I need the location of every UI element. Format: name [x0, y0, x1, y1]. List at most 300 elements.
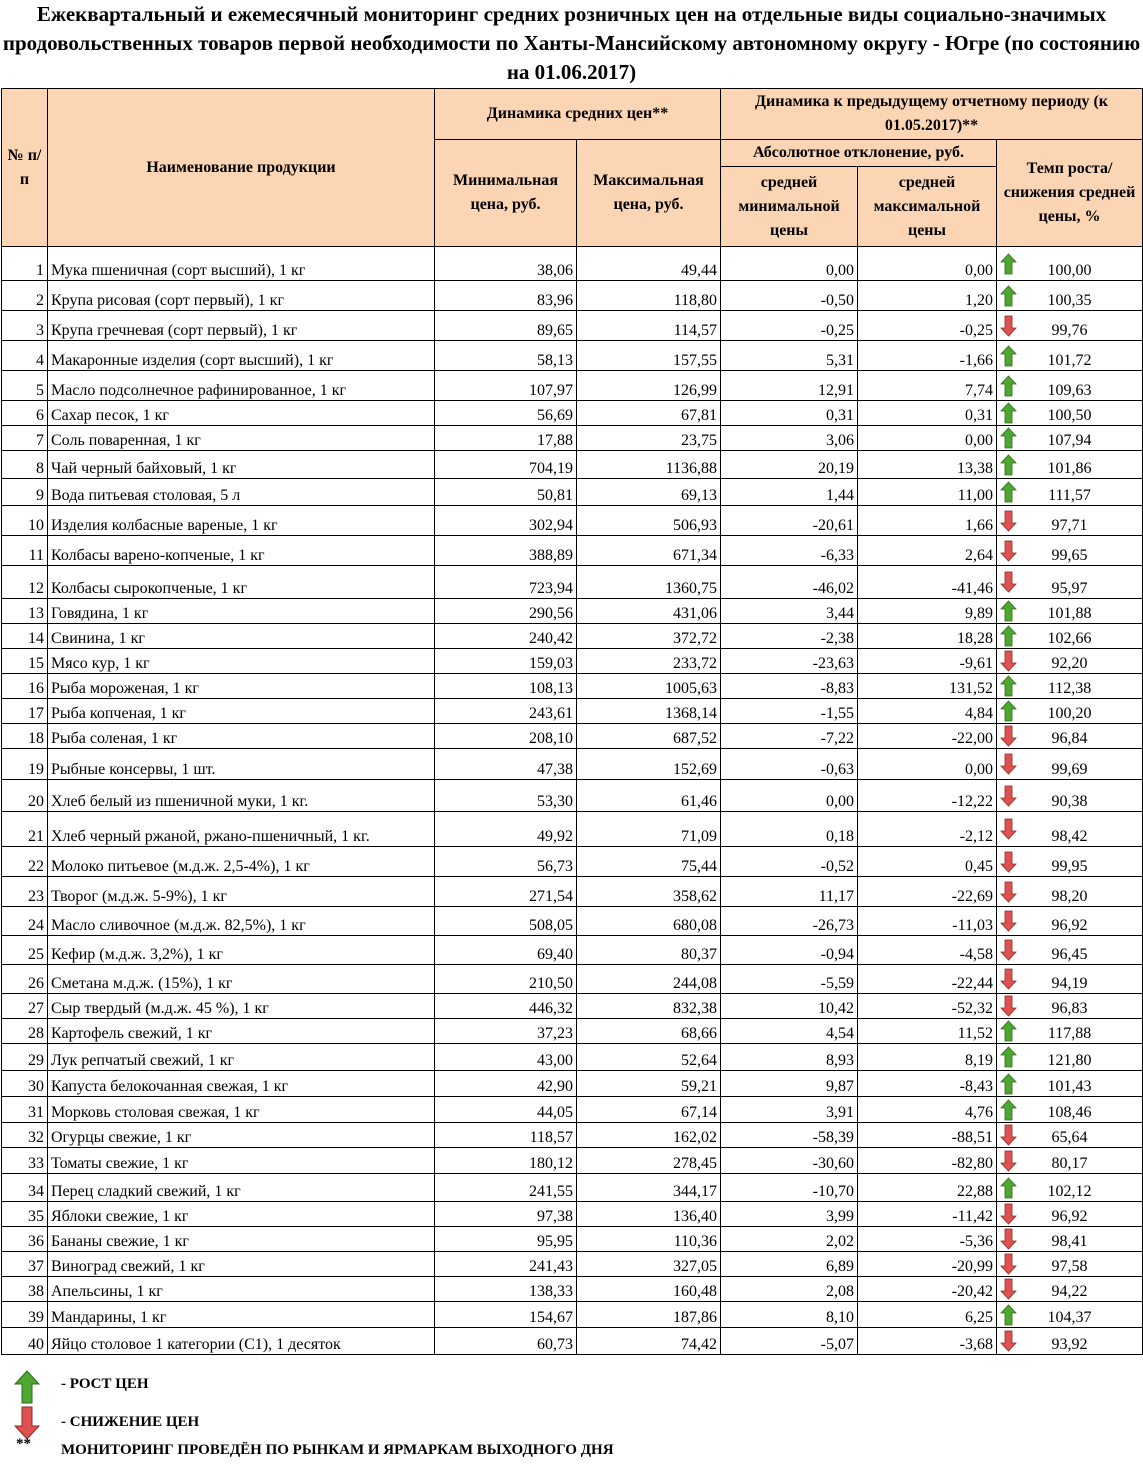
- row-dev-min: 0,00: [721, 780, 858, 812]
- row-rate-value: 107,94: [1047, 432, 1092, 449]
- row-dev-max: 8,19: [858, 1044, 997, 1071]
- row-min-price: 243,61: [435, 699, 577, 724]
- row-rate-value: 108,46: [1047, 1104, 1092, 1121]
- table-row: [2, 674, 1143, 699]
- table-row: [2, 451, 1143, 479]
- row-number: 16: [2, 674, 48, 699]
- row-rate-value: 101,86: [1047, 460, 1092, 477]
- row-min-price: 508,05: [435, 907, 577, 936]
- arrow-up-icon: [1000, 625, 1017, 647]
- row-min-price: 302,94: [435, 506, 577, 536]
- row-dev-min: 3,44: [721, 599, 858, 624]
- row-number: 27: [2, 994, 48, 1019]
- row-rate: [997, 1227, 1143, 1252]
- table-row: [2, 1148, 1143, 1174]
- row-number: 38: [2, 1277, 48, 1302]
- table-row: [2, 1019, 1143, 1044]
- arrow-down-icon: [1000, 1330, 1017, 1352]
- arrow-down-icon: [1000, 1124, 1017, 1146]
- row-dev-max: 1,20: [858, 281, 997, 311]
- table-row: [2, 1123, 1143, 1148]
- row-number: 25: [2, 936, 48, 965]
- row-max-price: 74,42: [577, 1328, 721, 1355]
- row-dev-min: 3,06: [721, 426, 858, 451]
- row-number: 3: [2, 311, 48, 341]
- row-dev-max: -8,43: [858, 1071, 997, 1097]
- row-dev-max: 9,89: [858, 599, 997, 624]
- header-rate: Темп роста/снижения средней цены, %: [997, 140, 1143, 247]
- row-product-name: Соль поваренная, 1 кг: [48, 426, 435, 451]
- row-rate-value: 101,88: [1047, 605, 1092, 622]
- row-max-price: 506,93: [577, 506, 721, 536]
- row-dev-max: -12,22: [858, 780, 997, 812]
- row-rate: [997, 699, 1143, 724]
- table-row: [2, 1227, 1143, 1252]
- row-rate-value: 100,35: [1047, 292, 1092, 309]
- footnote-mark: **: [16, 1436, 31, 1452]
- row-rate: [997, 536, 1143, 566]
- row-rate-value: 96,92: [1051, 917, 1088, 934]
- row-max-price: 358,62: [577, 877, 721, 907]
- row-max-price: 1136,88: [577, 451, 721, 479]
- row-min-price: 159,03: [435, 649, 577, 674]
- row-dev-max: -20,42: [858, 1277, 997, 1302]
- row-rate: [997, 936, 1143, 965]
- row-dev-min: -58,39: [721, 1123, 858, 1148]
- footnote-text: МОНИТОРИНГ ПРОВЕДЁН ПО РЫНКАМ И ЯРМАРКАМ ВЫХОДНОГО ДНЯ: [61, 1442, 614, 1458]
- table-row: [2, 566, 1143, 599]
- row-dev-max: 0,31: [858, 401, 997, 426]
- row-dev-min: 4,54: [721, 1019, 858, 1044]
- row-min-price: 723,94: [435, 566, 577, 599]
- row-rate: [997, 371, 1143, 401]
- row-dev-min: -0,63: [721, 749, 858, 780]
- row-rate-value: 109,63: [1047, 382, 1092, 399]
- row-number: 17: [2, 699, 48, 724]
- row-number: 9: [2, 479, 48, 506]
- arrow-up-icon: [1000, 345, 1017, 367]
- row-dev-max: -22,69: [858, 877, 997, 907]
- row-dev-min: 1,44: [721, 479, 858, 506]
- row-max-price: 114,57: [577, 311, 721, 341]
- arrow-down-icon: [1000, 881, 1017, 903]
- row-max-price: 69,13: [577, 479, 721, 506]
- row-rate-value: 121,80: [1047, 1052, 1092, 1069]
- row-min-price: 271,54: [435, 877, 577, 907]
- row-dev-max: 18,28: [858, 624, 997, 649]
- row-dev-max: 1,66: [858, 506, 997, 536]
- row-rate: [997, 994, 1143, 1019]
- table-row: [2, 536, 1143, 566]
- table-row: [2, 749, 1143, 780]
- table-row: [2, 401, 1143, 426]
- row-min-price: 38,06: [435, 247, 577, 281]
- row-product-name: Картофель свежий, 1 кг: [48, 1019, 435, 1044]
- row-number: 37: [2, 1252, 48, 1277]
- row-rate-value: 96,92: [1051, 1208, 1088, 1225]
- arrow-down-icon: [1000, 785, 1017, 807]
- row-product-name: Макаронные изделия (сорт высший), 1 кг: [48, 341, 435, 371]
- row-min-price: 56,73: [435, 847, 577, 877]
- row-min-price: 37,23: [435, 1019, 577, 1044]
- row-product-name: Мясо кур, 1 кг: [48, 649, 435, 674]
- row-product-name: Кефир (м.д.ж. 3,2%), 1 кг: [48, 936, 435, 965]
- arrow-up-icon: [1000, 375, 1017, 397]
- row-product-name: Перец сладкий свежий, 1 кг: [48, 1174, 435, 1202]
- row-dev-min: -23,63: [721, 649, 858, 674]
- arrow-down-icon: [1000, 571, 1017, 593]
- legend: [0, 1366, 1143, 1481]
- row-number: 32: [2, 1123, 48, 1148]
- row-max-price: 68,66: [577, 1019, 721, 1044]
- row-rate-value: 104,37: [1047, 1309, 1092, 1326]
- row-number: 35: [2, 1202, 48, 1227]
- row-dev-min: 5,31: [721, 341, 858, 371]
- row-product-name: Колбасы варено-копченые, 1 кг: [48, 536, 435, 566]
- row-min-price: 44,05: [435, 1097, 577, 1123]
- table-row: [2, 1202, 1143, 1227]
- row-dev-max: 0,00: [858, 426, 997, 451]
- row-rate: [997, 341, 1143, 371]
- row-rate-value: 99,76: [1051, 322, 1088, 339]
- row-rate-value: 96,84: [1051, 730, 1088, 747]
- row-number: 22: [2, 847, 48, 877]
- row-product-name: Мука пшеничная (сорт высший), 1 кг: [48, 247, 435, 281]
- row-dev-max: -52,32: [858, 994, 997, 1019]
- arrow-down-icon: [1000, 818, 1017, 840]
- row-dev-max: 13,38: [858, 451, 997, 479]
- row-rate-value: 96,83: [1051, 1000, 1088, 1017]
- row-product-name: Мандарины, 1 кг: [48, 1302, 435, 1328]
- row-min-price: 49,92: [435, 812, 577, 847]
- table-row: [2, 506, 1143, 536]
- row-rate: [997, 847, 1143, 877]
- table-row: [2, 649, 1143, 674]
- row-product-name: Масло сливочное (м.д.ж. 82,5%), 1 кг: [48, 907, 435, 936]
- row-dev-min: -0,50: [721, 281, 858, 311]
- row-rate: [997, 1252, 1143, 1277]
- table-row: [2, 599, 1143, 624]
- row-number: 24: [2, 907, 48, 936]
- row-dev-min: 12,91: [721, 371, 858, 401]
- legend-down-label: - СНИЖЕНИЕ ЦЕН: [61, 1414, 200, 1430]
- header-dynamics: Динамика средних цен**: [435, 89, 721, 140]
- row-rate-value: 102,66: [1047, 630, 1092, 647]
- table-row: [2, 780, 1143, 812]
- row-rate-value: 112,38: [1047, 680, 1092, 697]
- row-max-price: 832,38: [577, 994, 721, 1019]
- row-rate: [997, 1148, 1143, 1174]
- row-rate: [997, 624, 1143, 649]
- row-dev-max: -22,44: [858, 965, 997, 994]
- row-product-name: Виноград свежий, 1 кг: [48, 1252, 435, 1277]
- row-rate-value: 94,22: [1051, 1283, 1088, 1300]
- arrow-up-icon: [14, 1370, 40, 1404]
- arrow-up-icon: [1000, 600, 1017, 622]
- row-dev-min: -10,70: [721, 1174, 858, 1202]
- row-number: 6: [2, 401, 48, 426]
- row-rate-value: 95,97: [1051, 580, 1088, 597]
- row-product-name: Лук репчатый свежий, 1 кг: [48, 1044, 435, 1071]
- row-max-price: 152,69: [577, 749, 721, 780]
- arrow-down-icon: [1000, 510, 1017, 532]
- header-avg-max: средней максимальной цены: [858, 167, 997, 247]
- row-number: 36: [2, 1227, 48, 1252]
- row-min-price: 56,69: [435, 401, 577, 426]
- row-number: 8: [2, 451, 48, 479]
- row-rate: [997, 812, 1143, 847]
- row-min-price: 180,12: [435, 1148, 577, 1174]
- row-product-name: Изделия колбасные вареные, 1 кг: [48, 506, 435, 536]
- row-product-name: Томаты свежие, 1 кг: [48, 1148, 435, 1174]
- row-min-price: 43,00: [435, 1044, 577, 1071]
- row-product-name: Рыба соленая, 1 кг: [48, 724, 435, 749]
- arrow-down-icon: [14, 1406, 40, 1440]
- row-rate-value: 97,71: [1051, 517, 1088, 534]
- row-rate: [997, 1071, 1143, 1097]
- row-dev-max: 0,45: [858, 847, 997, 877]
- table-body: [2, 247, 1143, 1355]
- row-number: 2: [2, 281, 48, 311]
- row-dev-max: 4,76: [858, 1097, 997, 1123]
- row-product-name: Крупа рисовая (сорт первый), 1 кг: [48, 281, 435, 311]
- row-rate-value: 99,69: [1051, 761, 1088, 778]
- row-product-name: Яблоки свежие, 1 кг: [48, 1202, 435, 1227]
- arrow-down-icon: [1000, 725, 1017, 747]
- row-max-price: 160,48: [577, 1277, 721, 1302]
- header-abs-dev: Абсолютное отклонение, руб.: [721, 140, 997, 167]
- row-dev-max: -4,58: [858, 936, 997, 965]
- row-rate: [997, 649, 1143, 674]
- row-max-price: 61,46: [577, 780, 721, 812]
- row-min-price: 241,55: [435, 1174, 577, 1202]
- table-row: [2, 699, 1143, 724]
- row-number: 14: [2, 624, 48, 649]
- arrow-up-icon: [1000, 700, 1017, 722]
- row-max-price: 431,06: [577, 599, 721, 624]
- row-dev-max: -1,66: [858, 341, 997, 371]
- row-min-price: 17,88: [435, 426, 577, 451]
- arrow-down-icon: [1000, 1253, 1017, 1275]
- row-rate-value: 90,38: [1051, 793, 1088, 810]
- table-row: [2, 1252, 1143, 1277]
- row-dev-min: 20,19: [721, 451, 858, 479]
- row-dev-min: 2,08: [721, 1277, 858, 1302]
- row-dev-min: 8,93: [721, 1044, 858, 1071]
- row-rate-value: 97,58: [1051, 1258, 1088, 1275]
- row-dev-min: 3,99: [721, 1202, 858, 1227]
- row-rate: [997, 566, 1143, 599]
- row-product-name: Яйцо столовое 1 категории (С1), 1 десяток: [48, 1328, 435, 1355]
- row-dev-min: 8,10: [721, 1302, 858, 1328]
- arrow-up-icon: [1000, 427, 1017, 449]
- header-min-price: Минимальная цена, руб.: [435, 140, 577, 247]
- row-rate-value: 101,72: [1047, 352, 1092, 369]
- row-rate: [997, 1202, 1143, 1227]
- arrow-up-icon: [1000, 1020, 1017, 1042]
- row-rate: [997, 749, 1143, 780]
- row-product-name: Творог (м.д.ж. 5-9%), 1 кг: [48, 877, 435, 907]
- row-product-name: Рыба копченая, 1 кг: [48, 699, 435, 724]
- row-product-name: Апельсины, 1 кг: [48, 1277, 435, 1302]
- row-dev-max: 0,00: [858, 247, 997, 281]
- row-dev-min: -0,94: [721, 936, 858, 965]
- row-max-price: 67,14: [577, 1097, 721, 1123]
- arrow-down-icon: [1000, 315, 1017, 337]
- arrow-up-icon: [1000, 1304, 1017, 1326]
- arrow-down-icon: [1000, 753, 1017, 775]
- header-name: Наименование продукции: [48, 89, 435, 247]
- row-max-price: 1368,14: [577, 699, 721, 724]
- row-number: 21: [2, 812, 48, 847]
- row-number: 39: [2, 1302, 48, 1328]
- row-dev-max: 4,84: [858, 699, 997, 724]
- table-row: [2, 1044, 1143, 1071]
- row-dev-min: 3,91: [721, 1097, 858, 1123]
- row-max-price: 67,81: [577, 401, 721, 426]
- row-dev-min: -0,52: [721, 847, 858, 877]
- row-number: 5: [2, 371, 48, 401]
- arrow-down-icon: [1000, 650, 1017, 672]
- row-product-name: Крупа гречневая (сорт первый), 1 кг: [48, 311, 435, 341]
- row-min-price: 118,57: [435, 1123, 577, 1148]
- row-dev-min: -1,55: [721, 699, 858, 724]
- row-dev-min: -7,22: [721, 724, 858, 749]
- row-number: 19: [2, 749, 48, 780]
- row-min-price: 210,50: [435, 965, 577, 994]
- row-number: 7: [2, 426, 48, 451]
- row-rate: [997, 674, 1143, 699]
- header-num: № п/п: [2, 89, 48, 247]
- row-rate: [997, 311, 1143, 341]
- row-number: 12: [2, 566, 48, 599]
- row-max-price: 52,64: [577, 1044, 721, 1071]
- row-min-price: 53,30: [435, 780, 577, 812]
- row-number: 11: [2, 536, 48, 566]
- arrow-up-icon: [1000, 454, 1017, 476]
- table-row: [2, 994, 1143, 1019]
- row-max-price: 1005,63: [577, 674, 721, 699]
- row-rate: [997, 1019, 1143, 1044]
- row-dev-min: -5,59: [721, 965, 858, 994]
- row-min-price: 290,56: [435, 599, 577, 624]
- row-dev-max: -41,46: [858, 566, 997, 599]
- row-rate-value: 94,19: [1051, 975, 1088, 992]
- row-max-price: 110,36: [577, 1227, 721, 1252]
- row-product-name: Чай черный байховый, 1 кг: [48, 451, 435, 479]
- row-dev-max: -3,68: [858, 1328, 997, 1355]
- row-min-price: 154,67: [435, 1302, 577, 1328]
- row-dev-max: -20,99: [858, 1252, 997, 1277]
- arrow-down-icon: [1000, 1228, 1017, 1250]
- row-number: 18: [2, 724, 48, 749]
- row-number: 4: [2, 341, 48, 371]
- row-product-name: Хлеб белый из пшеничной муки, 1 кг.: [48, 780, 435, 812]
- row-rate: [997, 1123, 1143, 1148]
- row-max-price: 23,75: [577, 426, 721, 451]
- row-dev-min: -30,60: [721, 1148, 858, 1174]
- row-rate: [997, 479, 1143, 506]
- row-product-name: Говядина, 1 кг: [48, 599, 435, 624]
- row-dev-min: -6,33: [721, 536, 858, 566]
- arrow-down-icon: [1000, 910, 1017, 932]
- row-min-price: 208,10: [435, 724, 577, 749]
- row-rate-value: 117,88: [1047, 1025, 1092, 1042]
- row-min-price: 138,33: [435, 1277, 577, 1302]
- row-rate-value: 93,92: [1051, 1336, 1088, 1353]
- row-product-name: Свинина, 1 кг: [48, 624, 435, 649]
- row-dev-min: 6,89: [721, 1252, 858, 1277]
- row-max-price: 671,34: [577, 536, 721, 566]
- row-rate-value: 65,64: [1051, 1129, 1088, 1146]
- row-max-price: 233,72: [577, 649, 721, 674]
- row-rate: [997, 1277, 1143, 1302]
- row-min-price: 58,13: [435, 341, 577, 371]
- arrow-up-icon: [1000, 253, 1017, 275]
- row-product-name: Хлеб черный ржаной, ржано-пшеничный, 1 кг.: [48, 812, 435, 847]
- header-max-price: Максимальная цена, руб.: [577, 140, 721, 247]
- arrow-up-icon: [1000, 402, 1017, 424]
- arrow-down-icon: [1000, 995, 1017, 1017]
- row-max-price: 1360,75: [577, 566, 721, 599]
- table-row: [2, 907, 1143, 936]
- table-row: [2, 311, 1143, 341]
- row-rate: [997, 281, 1143, 311]
- row-max-price: 126,99: [577, 371, 721, 401]
- row-dev-max: -11,42: [858, 1202, 997, 1227]
- row-dev-max: -88,51: [858, 1123, 997, 1148]
- row-rate: [997, 1302, 1143, 1328]
- header-avg-min: средней минимальной цены: [721, 167, 858, 247]
- row-min-price: 388,89: [435, 536, 577, 566]
- row-rate-value: 98,20: [1051, 888, 1088, 905]
- arrow-up-icon: [1000, 1099, 1017, 1121]
- table-row: [2, 936, 1143, 965]
- arrow-down-icon: [1000, 540, 1017, 562]
- row-max-price: 59,21: [577, 1071, 721, 1097]
- arrow-down-icon: [1000, 1203, 1017, 1225]
- row-dev-max: -82,80: [858, 1148, 997, 1174]
- table-row: [2, 847, 1143, 877]
- row-rate: [997, 247, 1143, 281]
- row-number: 26: [2, 965, 48, 994]
- row-max-price: 278,45: [577, 1148, 721, 1174]
- row-min-price: 241,43: [435, 1252, 577, 1277]
- table-row: [2, 281, 1143, 311]
- row-max-price: 75,44: [577, 847, 721, 877]
- table-row: [2, 724, 1143, 749]
- row-rate: [997, 724, 1143, 749]
- row-number: 28: [2, 1019, 48, 1044]
- row-min-price: 704,19: [435, 451, 577, 479]
- row-min-price: 240,42: [435, 624, 577, 649]
- row-rate: [997, 599, 1143, 624]
- table-row: [2, 479, 1143, 506]
- row-product-name: Капуста белокочанная свежая, 1 кг: [48, 1071, 435, 1097]
- row-dev-min: 9,87: [721, 1071, 858, 1097]
- legend-up-label: - РОСТ ЦЕН: [61, 1376, 149, 1392]
- row-max-price: 327,05: [577, 1252, 721, 1277]
- row-dev-min: -0,25: [721, 311, 858, 341]
- row-dev-max: -2,12: [858, 812, 997, 847]
- arrow-up-icon: [1000, 1177, 1017, 1199]
- row-dev-max: 6,25: [858, 1302, 997, 1328]
- row-min-price: 83,96: [435, 281, 577, 311]
- table-row: [2, 371, 1143, 401]
- row-dev-min: 10,42: [721, 994, 858, 1019]
- row-dev-min: -2,38: [721, 624, 858, 649]
- row-dev-min: 0,18: [721, 812, 858, 847]
